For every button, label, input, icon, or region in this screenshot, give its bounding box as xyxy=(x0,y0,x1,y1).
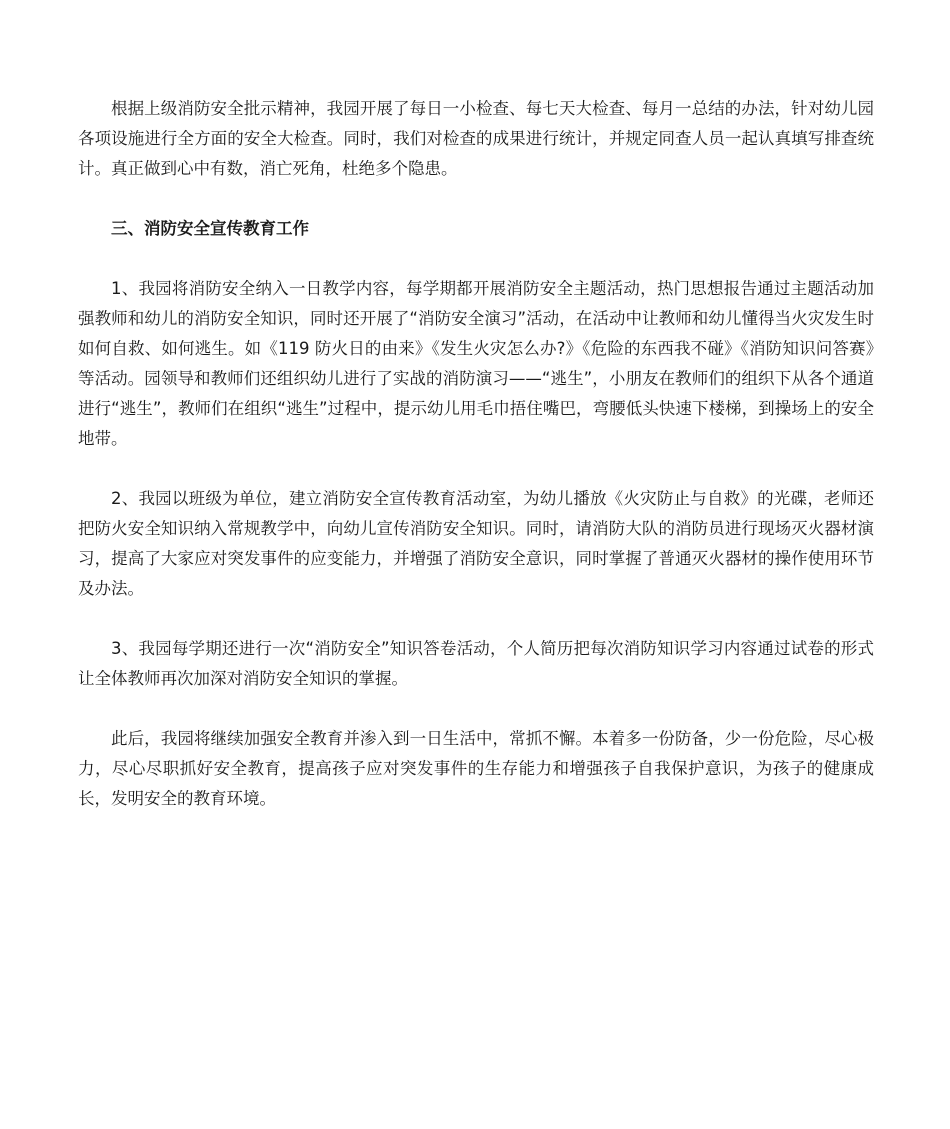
paragraph-item-2: 2、我园以班级为单位，建立消防安全宣传教育活动室，为幼儿播放《火灾防止与自救》的光碟，老师还把防火安全知识纳入常规教学中，向幼儿宣传消防安全知识。同时，请消防大队的消防员进行现场灭火器材演习，提高了大家应对突发事件的应变能力，并增强了消防安全意识，同时掌握了普通灭火器材的操作使用环节及办法。 xyxy=(78,489,874,598)
paragraph-inspection: 根据上级消防安全批示精神，我园开展了每日一小检查、每七天大检查、每月一总结的办法，针对幼儿园各项设施进行全方面的安全大检查。同时，我们对检查的成果进行统计，并规定同查人员一起认真填写排查统计。真正做到心中有数，消亡死角，杜绝多个隐患。 xyxy=(78,99,874,178)
paragraph-conclusion: 此后，我园将继续加强安全教育并渗入到一日生活中，常抓不懈。本着多一份防备，少一份危险，尽心极力，尽心尽职抓好安全教育，提高孩子应对突发事件的生存能力和增强孩子自我保护意识，为孩子的健康成长，发明安全的教育环境。 xyxy=(78,729,874,808)
paragraph-item-1: 1、我园将消防安全纳入一日教学内容，每学期都开展消防安全主题活动，热门思想报告通过主题活动加强教师和幼儿的消防安全知识，同时还开展了“消防安全演习”活动，在活动中让教师和幼儿懂得当火灾发生时如何自救、如何逃生。如《119 防火日的由来》《发生火灾怎么办?》《危险的东西我不碰》《消防知识问答赛》等活动。园领导和教师们还组织幼儿进行了实战的消防演习——“逃生”，小朋友在教师们的组织下从各个通道进行“逃生”，教师们在组织“逃生”过程中，提示幼儿用毛巾捂住嘴巴，弯腰低头快速下楼梯，到操场上的安全地带。 xyxy=(78,279,874,448)
document-body xyxy=(78,94,874,844)
section-heading-fire-safety-education: 三、消防安全宣传教育工作 xyxy=(111,219,309,238)
paragraph-item-3: 3、我园每学期还进行一次“消防安全”知识答卷活动，个人简历把每次消防知识学习内容通过试卷的形式让全体教师再次加深对消防安全知识的掌握。 xyxy=(78,639,874,688)
